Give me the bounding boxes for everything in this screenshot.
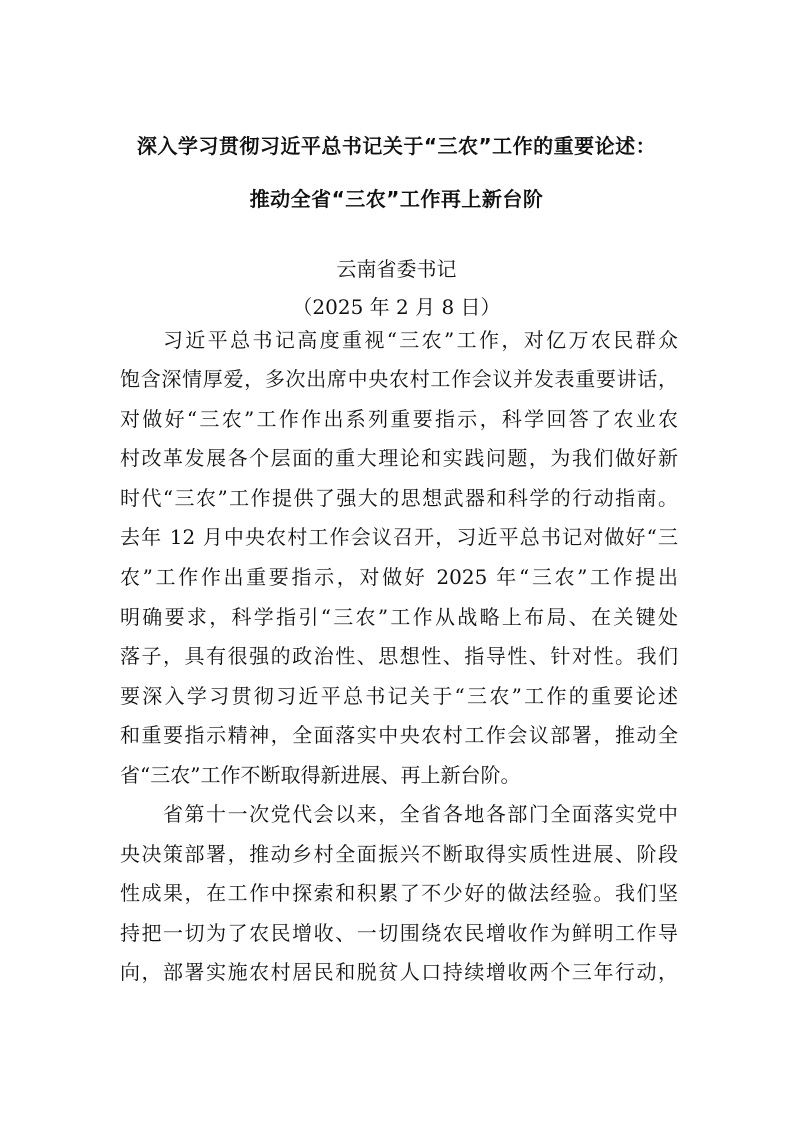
paragraph-2-line: 省第十一次党代会以来，全省各地各部门全面落实党中 bbox=[163, 802, 678, 826]
document-title-line-1: 深入学习贯彻习近平总书记关于“三农”工作的重要论述： bbox=[136, 134, 657, 158]
paragraph-2-line: 向，部署实施农村居民和脱贫人口持续增收两个三年行动， bbox=[120, 960, 678, 984]
paragraph-1-line: 村改革发展各个层面的重大理论和实践问题，为我们做好新 bbox=[120, 446, 678, 470]
paragraph-1-line: 农”工作作出重要指示，对做好 2025 年“三农”工作提出 bbox=[120, 565, 678, 589]
author: 云南省委书记 bbox=[336, 257, 457, 281]
paragraph-1-line: 明确要求，科学指引“三农”工作从战略上布局、在关键处 bbox=[120, 605, 678, 629]
paragraph-1-line: 对做好“三农”工作作出系列重要指示，科学回答了农业农 bbox=[120, 407, 678, 431]
paragraph-1-line: 去年 12 月中央农村工作会议召开，习近平总书记对做好“三 bbox=[120, 525, 678, 549]
paragraph-1-line: 和重要指示精神，全面落实中央农村工作会议部署，推动全 bbox=[120, 723, 678, 747]
paragraph-1-line: 饱含深情厚爱，多次出席中央农村工作会议并发表重要讲话， bbox=[120, 367, 678, 391]
paragraph-2-line: 央决策部署，推动乡村全面振兴不断取得实质性进展、阶段 bbox=[120, 842, 678, 866]
paragraph-1-line: 时代“三农”工作提供了强大的思想武器和科学的行动指南。 bbox=[120, 486, 678, 510]
paragraph-1-line: 落子，具有很强的政治性、思想性、指导性、针对性。我们 bbox=[120, 644, 678, 668]
paragraph-1-line: 习近平总书记高度重视“三农”工作，对亿万农民群众 bbox=[163, 328, 678, 352]
publication-date: （2025 年 2 月 8 日） bbox=[292, 295, 501, 319]
paragraph-1-line: 要深入学习贯彻习近平总书记关于“三农”工作的重要论述 bbox=[120, 684, 678, 708]
paragraph-1-line: 省“三农”工作不断取得新进展、再上新台阶。 bbox=[120, 763, 521, 787]
paragraph-2-line: 持把一切为了农民增收、一切围绕农民增收作为鲜明工作导 bbox=[120, 921, 678, 945]
document-title-line-2: 推动全省“三农”工作再上新台阶 bbox=[249, 187, 544, 211]
paragraph-2-line: 性成果，在工作中探索和积累了不少好的做法经验。我们坚 bbox=[120, 881, 678, 905]
